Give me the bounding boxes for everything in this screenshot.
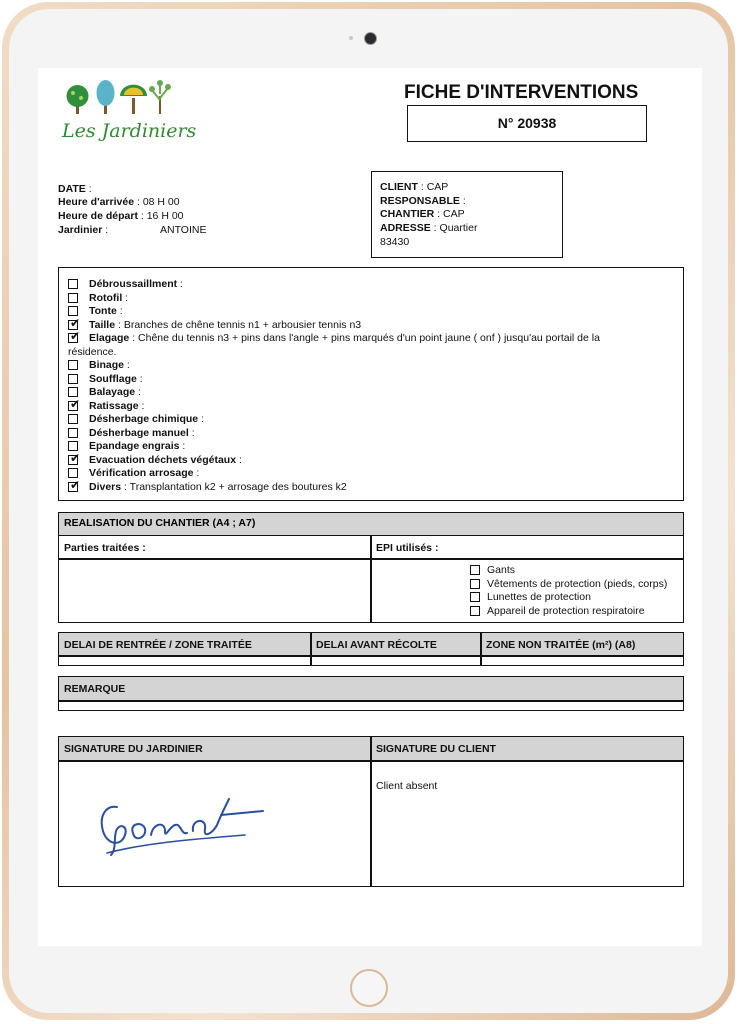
checkmark-icon: ✔ [70,450,81,465]
epi-checkbox[interactable] [470,606,480,616]
form-number-box [407,105,647,142]
remarque-field[interactable] [61,702,681,709]
home-button[interactable] [350,969,388,1007]
realisation-table [58,535,684,623]
gardener-signature [95,795,275,865]
task-item: Evacuation déchets végétaux : [89,453,242,466]
gardener-value: ANTOINE [160,224,207,236]
task-item: Epandage engrais : [89,440,186,452]
task-checkbox[interactable] [68,428,78,438]
zone-non-traitee-header: ZONE NON TRAITÉE (m²) (A8) [486,639,636,651]
parties-label: Parties traitées : [64,542,146,554]
checkmark-icon: ✔ [70,477,81,492]
task-checkbox[interactable] [68,293,78,303]
task-checkbox[interactable] [68,306,78,316]
task-checkbox[interactable] [68,279,78,289]
client-box [371,171,563,258]
epi-checkbox[interactable] [470,592,480,602]
epi-item: Lunettes de protection [487,591,591,603]
task-checkbox[interactable] [68,477,81,492]
remarque-header: REMARQUE [64,683,126,695]
task-checkbox[interactable] [68,315,81,330]
arrival-row: Heure d'arrivée : 08 H 00 [58,196,180,208]
camera-icon [364,32,377,45]
task-item: Désherbage chimique : [89,413,204,425]
checkmark-icon: ✔ [70,396,81,411]
task-item: Vérification arrosage : [89,467,200,479]
document-page [38,68,702,946]
date-row: DATE : [58,183,92,195]
task-checkbox[interactable] [68,329,81,343]
logo [60,78,197,146]
departure-row: Heure de départ : 16 H 00 [58,210,184,222]
task-item: Tonte : [89,305,123,317]
task-item: Rotofil : [89,291,129,304]
task-checkbox[interactable] [68,468,78,478]
task-item: Divers : Transplantation k2 + arrosage des boutures k2 [89,480,347,493]
sensor-dot [349,36,353,40]
chantier-row: CHANTIER : CAP [380,208,465,220]
task-item: Débroussaillment : [89,278,183,290]
task-checkbox[interactable] [68,360,78,370]
task-item: Binage : [89,359,130,371]
client-note: Client absent [376,780,438,792]
task-item: Balayage : [89,386,141,398]
remarque-table [58,676,684,711]
task-checkbox[interactable] [68,414,78,424]
task-item: Ratissage : [89,399,145,412]
logo-text: Les Jardiniers [62,120,197,142]
form-number: N° 20938 [497,115,557,131]
epi-item: Appareil de protection respiratoire [487,604,645,617]
task-checkbox[interactable] [68,441,78,451]
delai-table [58,632,684,666]
epi-checkbox[interactable] [470,565,480,575]
epi-label: EPI utilisés : [376,542,439,554]
task-item-continuation: résidence. [68,345,117,358]
responsable-row: RESPONSABLE : [380,195,466,207]
epi-item: Vêtements de protection (pieds, corps) [487,577,668,590]
task-checkbox[interactable] [68,374,78,384]
task-item: Soufflage : [89,372,143,385]
task-item: Désherbage manuel : [89,426,195,439]
page-title: FICHE D'INTERVENTIONS [404,82,639,103]
postal-code: 83430 [380,236,410,248]
checkmark-icon: ✔ [70,315,81,330]
parties-field[interactable] [61,561,367,619]
gardener-row: Jardinier : [58,224,109,236]
checkmark-icon: ✔ [70,329,81,343]
tasks-box [58,267,684,501]
epi-checkbox[interactable] [470,579,480,589]
delai-rentree-header: DELAI DE RENTRÉE / ZONE TRAITÉE [64,639,252,651]
delai-recolte-header: DELAI AVANT RÉCOLTE [316,639,437,651]
adresse-row: ADRESSE : Quartier [380,222,478,234]
task-item: Taille : Branches de chêne tennis n1 + arbousier tennis n3 [89,318,362,331]
task-item: Elagage : Chêne du tennis n3 + pins dans l'angle + pins marqués d'un point jaune ( onf ) jusqu'au portail de la [89,332,600,344]
trees-logo-icon [60,78,190,118]
task-checkbox[interactable] [68,387,78,397]
client-signature-header: SIGNATURE DU CLIENT [376,743,496,755]
realisation-header: REALISATION DU CHANTIER (A4 ; A7) [58,512,684,536]
task-checkbox[interactable] [68,450,81,465]
client-row: CLIENT : CAP [380,181,449,193]
signature-table [58,736,684,887]
epi-item: Gants [487,564,516,576]
gardener-signature-header: SIGNATURE DU JARDINIER [64,743,203,755]
task-checkbox[interactable] [68,396,81,411]
